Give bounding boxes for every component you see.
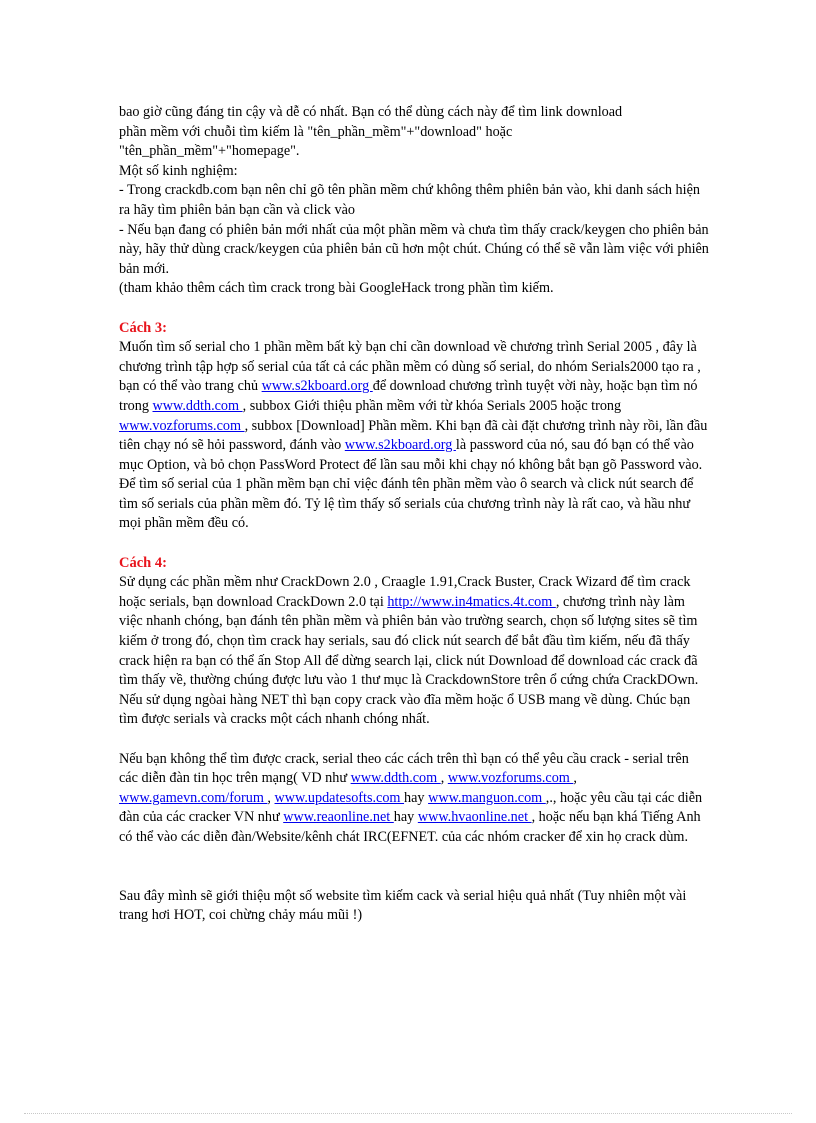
intro-line: bao giờ cũng đáng tin cậy và dễ có nhất. Bạn có thể dùng cách này để tìm link download — [119, 104, 623, 120]
text-span: , — [573, 770, 577, 787]
text-span: , — [267, 789, 275, 806]
forum-request-paragraph — [119, 750, 711, 848]
link-gamevn[interactable]: www.gamevn.com/forum — [119, 789, 268, 806]
text-span: Nếu bạn không thể tìm được crack, serial theo các cách trên thì bạn có thể yêu cầu crack - serial trên các diễn đàn tin học trên mạng( VD như — [119, 750, 689, 787]
text-span: hay — [393, 809, 418, 826]
text-span: ,., hoặc yêu cầu tại các diễn đàn của các cracker VN như — [119, 789, 703, 826]
text-span: , subbox Giới thiệu phần mềm với từ khóa Serials 2005 hoặc trong — [242, 397, 622, 414]
cach-3-paragraph-2: Để tìm số serial của 1 phần mềm bạn chỉ việc đánh tên phần mềm vào ô search và click nút search để tìm số serials của phần mềm đó. Tỷ lệ tìm thấy số serials của chương trình này là rất cao, và hầu như mọi phần mềm đều có. — [119, 476, 694, 532]
text-span: , chương trình này làm việc nhanh chóng, bạn đánh tên phần mềm và phiên bản vào trường search, chọn số lượng sites sẽ tìm kiếm ở trong đó, chọn tìm crack hay serials, sau đó click nút search để bắt đầu tìm kiếm, nếu đã thấy crack hiện ra bạn có thể ấn Stop All để dừng search lại, click nút Download để download các crack đã tìm thấy về, thường chúng được lưu vào 1 thư mục là CrackdownStore trên ổ cứng chứa CrackDOwn. Nếu sử dụng ngòai hàng NET thì bạn copy crack vào đĩa mềm hoặc ổ USB mang về dùng. Chúc bạn tìm được serials và cracks một cách nhanh chóng nhất. — [119, 593, 699, 728]
text-span: là password của nó, sau đó bạn có thể vào mục Option, và bỏ chọn PassWord Protect để lần sau mỗi khi chạy nó không bắt bạn gõ Password vào. — [119, 437, 703, 473]
tip-paragraph: - Trong crackdb.com bạn nên chỉ gõ tên phần mềm chứ không thêm phiên bản vào, khi danh sách hiện ra hãy tìm phiên bản bạn cần và click vào — [119, 182, 700, 218]
intro-line: "tên_phần_mềm"+"homepage". — [119, 143, 300, 160]
text-span: Sử dụng các phần mềm như CrackDown 2.0 , Craagle 1.91,Crack Buster, Crack Wizard để tìm crack hoặc serials, bạn download CrackDown 2.0 tại — [119, 574, 691, 610]
page-bottom-divider — [24, 1113, 792, 1114]
tip-paragraph: - Nếu bạn đang có phiên bản mới nhất của một phần mềm và chưa tìm thấy crack/keygen cho phiên bản này, hãy thử dùng crack/keygen của phiên bản cũ hơn một chút. Chúng có thể sẽ vẫn làm việc với phiên bản mới. — [119, 221, 709, 277]
intro-line: phần mềm với chuỗi tìm kiếm là "tên_phần_mềm"+"download" hoặc — [119, 123, 513, 140]
link-vozforums[interactable]: www.vozforums.com — [119, 417, 245, 434]
closing-paragraph: Sau đây mình sẽ giới thiệu một số website tìm kiếm cack và serial hiệu quả nhất (Tuy nhiên một vài trang hơi HOT, coi chừng chảy máu mũi !) — [119, 887, 687, 924]
link-manguon[interactable]: www.manguon.com — [428, 789, 546, 806]
link-hvaonline[interactable]: www.hvaonline.net — [417, 809, 532, 826]
link-s2kboard[interactable]: www.s2kboard.org — [261, 378, 373, 395]
document-page — [119, 103, 711, 926]
intro-line: Một số kinh nghiệm: — [119, 162, 238, 179]
cach-4-paragraph — [119, 573, 711, 730]
note-paragraph: (tham khảo thêm cách tìm crack trong bài GoogleHack trong phần tìm kiếm. — [119, 280, 554, 297]
link-ddth[interactable]: www.ddth.com — [350, 770, 441, 787]
text-span: , subbox [Download] Phần mềm. Khi bạn đã cài đặt chương trình này rồi, lần đầu tiên chạy nó sẽ hỏi password, đánh vào — [119, 417, 708, 454]
link-in4matics[interactable]: http://www.in4matics.4t.com — [387, 593, 556, 610]
cach-3-paragraph — [119, 338, 711, 475]
section-heading-cach-3: Cách 3: — [119, 319, 167, 336]
text-span: hay — [404, 789, 429, 806]
section-heading-cach-4: Cách 4: — [119, 554, 167, 571]
text-span: , — [440, 770, 448, 787]
link-s2kboard-2[interactable]: www.s2kboard.org — [344, 437, 456, 454]
text-span: để download chương trình tuyệt vời này, hoặc bạn tìm nó trong — [119, 378, 698, 414]
link-reaonline[interactable]: www.reaonline.net — [283, 809, 394, 826]
text-span: , hoặc nếu bạn khá Tiếng Anh có thể vào các diễn đàn/Website/kênh chát IRC(EFNET. của các nhóm cracker để xin họ crack dùm. — [119, 809, 701, 845]
link-updatesofts[interactable]: www.updatesofts.com — [274, 789, 405, 806]
link-ddth[interactable]: www.ddth.com — [152, 397, 243, 414]
link-vozforums[interactable]: www.vozforums.com — [447, 770, 574, 787]
text-span: Muốn tìm số serial cho 1 phần mềm bất kỳ bạn chỉ cần download về chương trình Serial 2005 , đây là chương trình tập hợp số serial của tất cả các phần mềm có dùng số serial, do nhóm Serials2000 tạo ra , bạn có thể vào trang chủ — [119, 339, 701, 395]
